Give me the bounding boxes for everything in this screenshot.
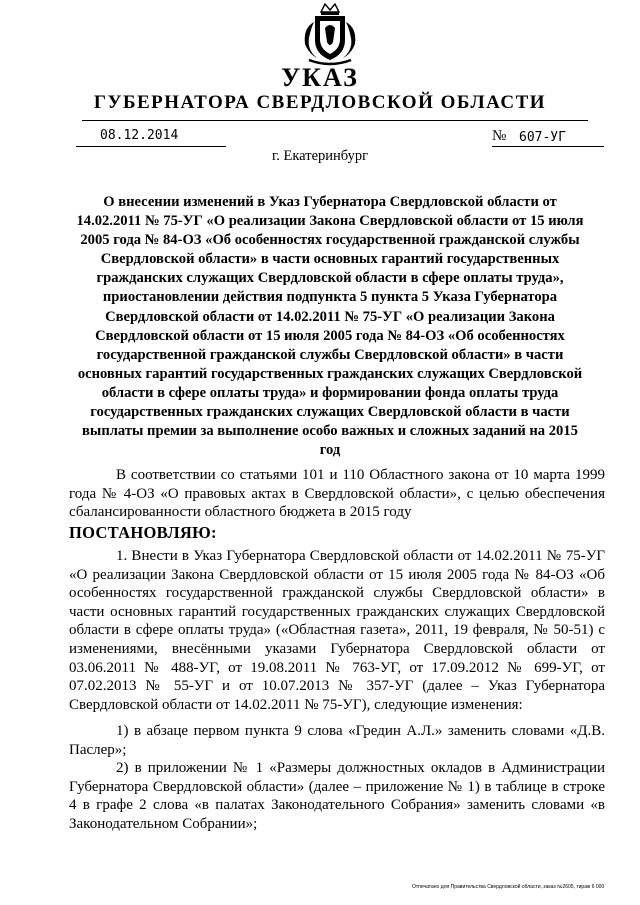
header-divider bbox=[82, 120, 588, 121]
item-1-2-paragraph: 2) в приложении № 1 «Размеры должностных окладов в Администрации Губернатора Свердловской области» (далее – приложение № 1) в таблице в строке 4 в графе 2 слова «в палатах Законодательного Собрания» заменить словами «в Законодательном Собрании»; bbox=[69, 760, 605, 832]
decree-number: 607-УГ bbox=[519, 130, 566, 145]
date-underline bbox=[76, 146, 226, 147]
item-1-1-paragraph: 1) в абзаце первом пункта 9 слова «Гредин А.Л.» заменить словами «Д.В. Паслер»; bbox=[69, 723, 605, 758]
decree-title: УКАЗ bbox=[281, 63, 359, 92]
item-1-paragraph: 1. Внести в Указ Губернатора Свердловской области от 14.02.2011 № 75-УГ «О реализации Закона Свердловской области от 15 июля 2005 года № 84-ОЗ «Об особенностях государственной гражданской службы Свердловской области» в части основных гарантий государственных гражданских служащих Свердловской области в сфере оплаты труда» («Областная газета», 2011, 19 февраля, № 50-51) с изменениями, внесёнными указами Губернатора Свердловской области от 03.06.2011 № 488-УГ, от 19.08.2011 № 763-УГ, от 17.09.2012 № 699-УГ, от 07.02.2013 № 55-УГ и от 10.07.2013 № 357-УГ (далее – Указ Губернатора Свердловской области от 14.02.2011 № 75-УГ), следующие изменения: bbox=[69, 548, 605, 713]
number-underline bbox=[492, 146, 604, 147]
decree-subtitle: ГУБЕРНАТОРА СВЕРДЛОВСКОЙ ОБЛАСТИ bbox=[93, 92, 547, 113]
decree-heading: О внесении изменений в Указ Губернатора Свердловской области от 14.02.2011 № 75-УГ «О реализации Закона Свердловской области от 15 июля 2005 года № 84-ОЗ «Об особенностях государственной гражданской службы Свердловской области» в части основных гарантий государственных гражданских служащих Свердловской области в сфере оплаты труда», приостановлении действия подпункта 5 пункта 5 Указа Губернатора Свердловской области от 14.02.2011 № 75-УГ «О реализации Закона Свердловской области от 15 июля 2005 года № 84-ОЗ «Об особенностях государственной гражданской службы Свердловской области» в части основных гарантий государственных гражданских служащих Свердловской области в сфере оплаты труда» и формировании фонда оплаты труда государственных гражданских служащих Свердловской области в части выплаты премии за выполнение особо важных и сложных заданий на 2015 год bbox=[76, 194, 584, 459]
postanovlyayu-heading: ПОСТАНОВЛЯЮ: bbox=[69, 523, 217, 542]
number-label: № bbox=[492, 128, 507, 144]
print-footer: Отпечатано для Правительства Свердловской области, заказ №2605, тираж 6 000 bbox=[412, 884, 605, 890]
decree-city: г. Екатеринбург bbox=[271, 148, 369, 164]
coat-of-arms-icon bbox=[299, 2, 361, 66]
decree-date: 08.12.2014 bbox=[100, 128, 179, 143]
intro-paragraph: В соответствии со статьями 101 и 110 Областного закона от 10 марта 1999 года № 4-ОЗ «О правовых актах в Свердловской области», с целью обеспечения сбалансированности областного бюджета в 2015 году bbox=[69, 467, 605, 521]
